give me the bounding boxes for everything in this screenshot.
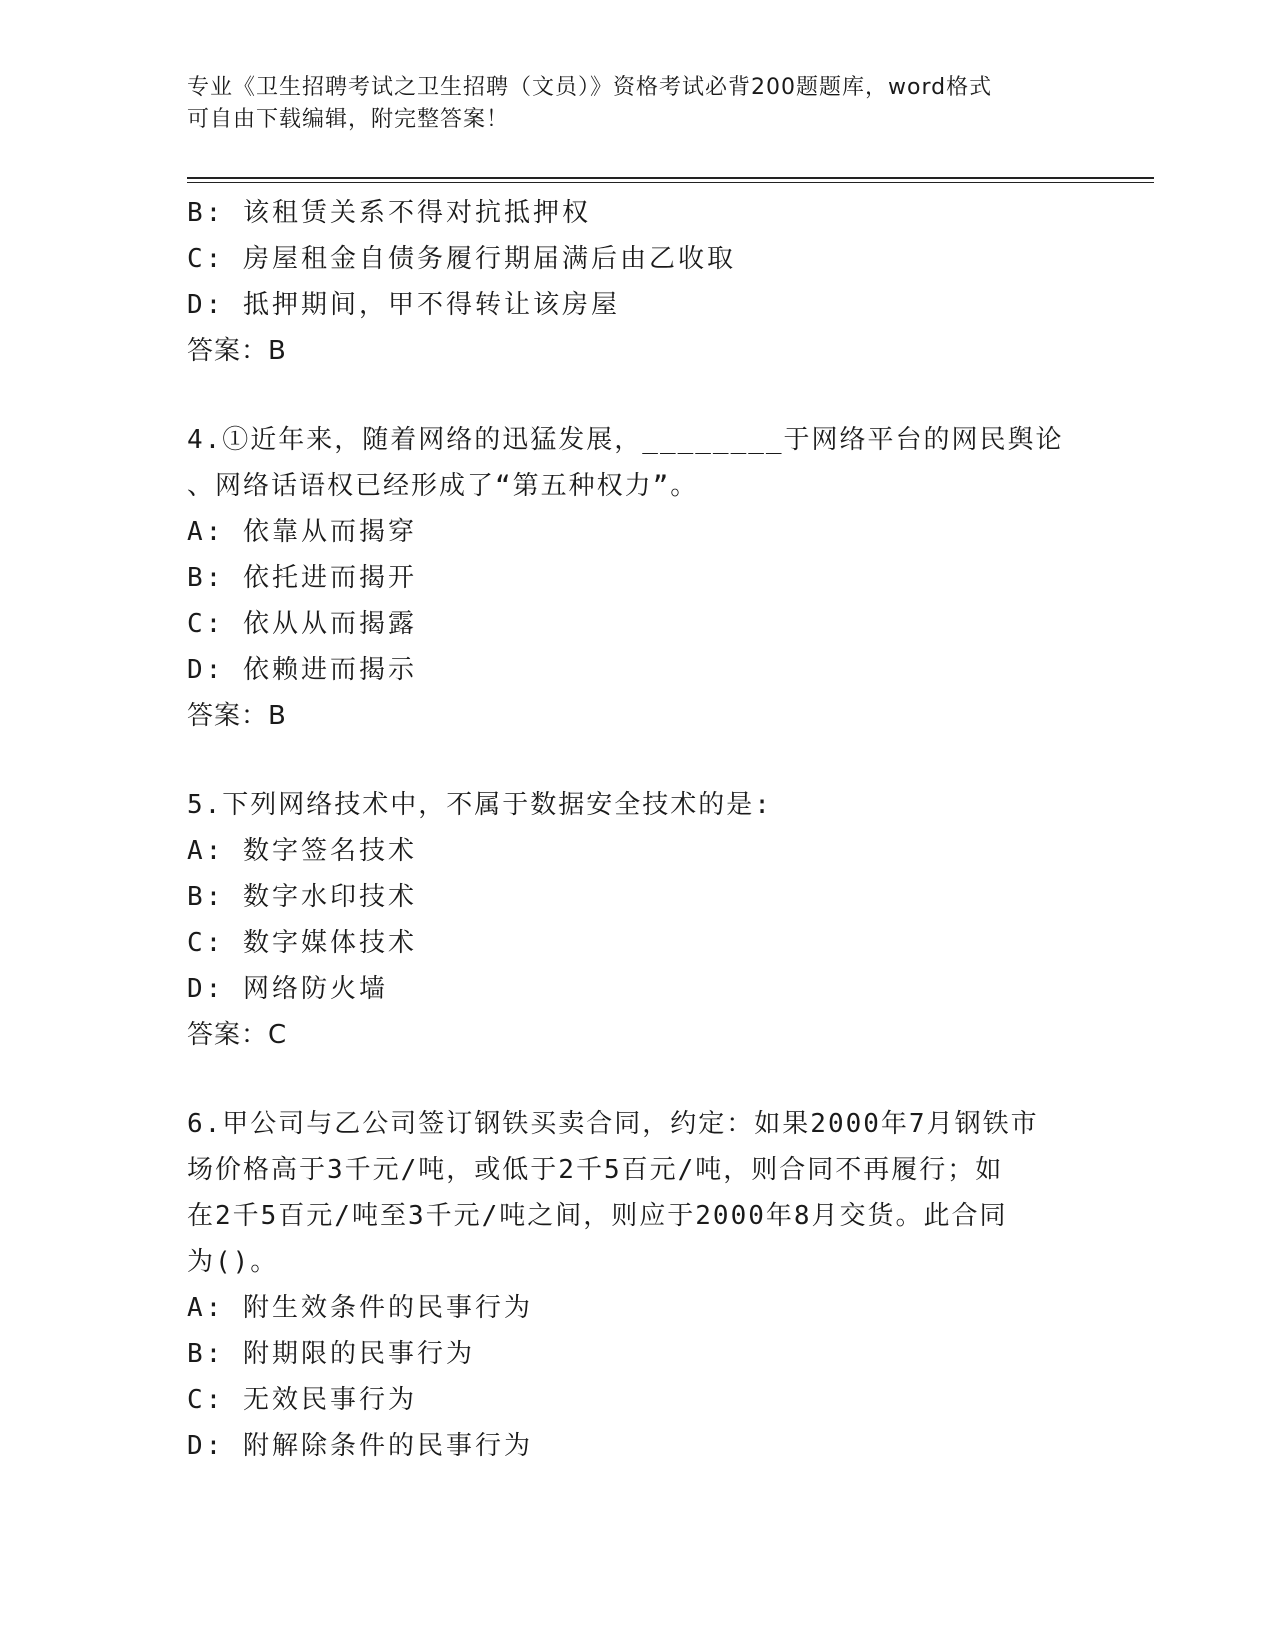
question-text-line: 5.下列网络技术中，不属于数据安全技术的是: <box>187 790 772 820</box>
option-d: D: 附解除条件的民事行为 <box>187 1431 533 1461</box>
header-line-1: 专业《卫生招聘考试之卫生招聘（文员）》资格考试必背200题题库，word格式 <box>187 75 993 100</box>
option-d: D: 网络防火墙 <box>187 974 388 1004</box>
option-d: D: 依赖进而揭示 <box>187 655 417 685</box>
header-divider-thick <box>187 177 1154 179</box>
page-header <box>187 72 1067 136</box>
option-b: B: 附期限的民事行为 <box>187 1339 475 1369</box>
spacer <box>187 374 1087 417</box>
answer: 答案：C <box>187 1020 288 1050</box>
question-text-line: 4.①近年来，随着网络的迅猛发展，________于网络平台的网民舆论 <box>187 425 1064 455</box>
option-c: C: 依从从而揭露 <box>187 609 417 639</box>
question-text-line: 场价格高于3千元/吨，或低于2千5百元/吨，则合同不再履行；如 <box>187 1155 1004 1185</box>
option-c: C: 房屋租金自债务履行期届满后由乙收取 <box>187 244 736 274</box>
option-b: B: 依托进而揭开 <box>187 563 417 593</box>
spacer <box>187 1058 1087 1101</box>
option-c: C: 数字媒体技术 <box>187 928 417 958</box>
question-text-line: 为()。 <box>187 1247 279 1277</box>
option-a: A: 数字签名技术 <box>187 836 417 866</box>
option-b: B: 该租赁关系不得对抗抵押权 <box>187 198 591 228</box>
question-3 <box>187 190 1087 374</box>
answer: 答案：B <box>187 336 287 366</box>
option-a: A: 附生效条件的民事行为 <box>187 1293 533 1323</box>
question-6 <box>187 1101 1087 1469</box>
question-text-line: 、网络话语权已经形成了“第五种权力”。 <box>187 471 699 501</box>
header-divider-thin <box>187 182 1154 183</box>
option-a: A: 依靠从而揭穿 <box>187 517 417 547</box>
question-5 <box>187 782 1087 1058</box>
spacer <box>187 739 1087 782</box>
question-4 <box>187 417 1087 739</box>
question-text-line: 在2千5百元/吨至3千元/吨之间，则应于2000年8月交货。此合同 <box>187 1201 1008 1231</box>
question-list <box>187 190 1087 1469</box>
option-b: B: 数字水印技术 <box>187 882 417 912</box>
answer: 答案：B <box>187 701 287 731</box>
option-d: D: 抵押期间，甲不得转让该房屋 <box>187 290 620 320</box>
option-c: C: 无效民事行为 <box>187 1385 417 1415</box>
header-line-2: 可自由下载编辑，附完整答案！ <box>187 107 510 132</box>
question-text-line: 6.甲公司与乙公司签订钢铁买卖合同，约定：如果2000年7月钢铁市 <box>187 1109 1039 1139</box>
